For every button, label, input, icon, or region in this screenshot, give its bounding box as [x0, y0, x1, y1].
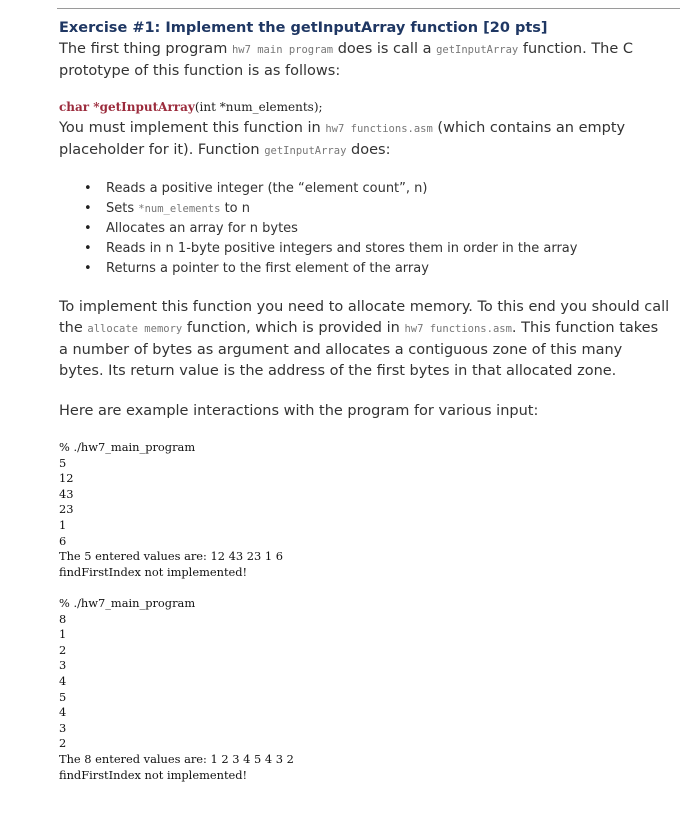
terminal-line: findFirstIndex not implemented! [59, 767, 248, 782]
examples-intro: Here are example interactions with the program for various input: [59, 403, 539, 419]
terminal-line: 4 [59, 673, 67, 688]
terminal-line: 4 [59, 705, 67, 720]
inline-code-file: hw7 functions.asm [325, 123, 433, 135]
exercise-heading: Exercise #1: Implement the getInputArray function [20 pts] [59, 20, 548, 36]
top-divider [57, 8, 680, 9]
implement-paragraph: You must implement this function in hw7 functions.asm (which contains an empty placeholder for it). Function getInputArray does: [59, 120, 626, 158]
inline-code-function: allocate memory [87, 323, 183, 335]
terminal-line: 5 [59, 689, 67, 704]
terminal-line: 3 [59, 658, 67, 673]
terminal-line: 1 [59, 517, 67, 532]
terminal-line: 5 [59, 455, 67, 470]
terminal-line: findFirstIndex not implemented! [59, 564, 248, 579]
inline-code-file: hw7 functions.asm [404, 323, 512, 335]
terminal-line: 23 [59, 502, 74, 517]
memory-paragraph: To implement this function you need to allocate memory. To this end you should call the allocate memory function, which is provided in hw7 functions.asm. This function takes a number of bytes as argument and allocates a contiguous zone of this many bytes. Its return value is the address of the first bytes in that allocated zone. [59, 299, 670, 379]
list-item: • Reads in n 1-byte positive integers and stores them in order in the array [84, 239, 577, 259]
list-item: • Allocates an array for n bytes [84, 219, 577, 239]
list-item: • Returns a pointer to the first element of the array [84, 259, 577, 279]
inline-code-function: getInputArray [436, 44, 519, 56]
terminal-line: The 5 entered values are: 12 43 23 1 6 [59, 549, 283, 564]
list-item: • Sets *num_elements to n [84, 199, 577, 219]
requirements-list [84, 179, 577, 279]
terminal-line: 6 [59, 533, 67, 548]
terminal-line: 43 [59, 486, 74, 501]
terminal-line: 8 [59, 611, 67, 626]
terminal-example-2 [59, 596, 294, 783]
list-item: • Reads a positive integer (the “element count”, n) [84, 179, 577, 199]
terminal-line: 3 [59, 720, 67, 735]
terminal-line: 1 [59, 627, 67, 642]
inline-code-function: getInputArray [264, 145, 347, 157]
intro-paragraph: The first thing program hw7 main program does is call a getInputArray function. The C prototype of this function is as follows: [59, 41, 634, 79]
function-prototype: char *getInputArray(int *num_elements); [59, 100, 323, 114]
terminal-line: % ./hw7_main_program [59, 440, 196, 454]
terminal-line: 2 [59, 642, 67, 657]
terminal-line: The 8 entered values are: 1 2 3 4 5 4 3 2 [59, 751, 294, 766]
terminal-line: 12 [59, 471, 74, 486]
inline-code-program: hw7 main program [231, 44, 334, 56]
inline-code-param: *num_elements [138, 203, 221, 215]
terminal-example-1 [59, 440, 283, 580]
terminal-line: % ./hw7_main_program [59, 596, 196, 610]
terminal-line: 2 [59, 736, 67, 751]
